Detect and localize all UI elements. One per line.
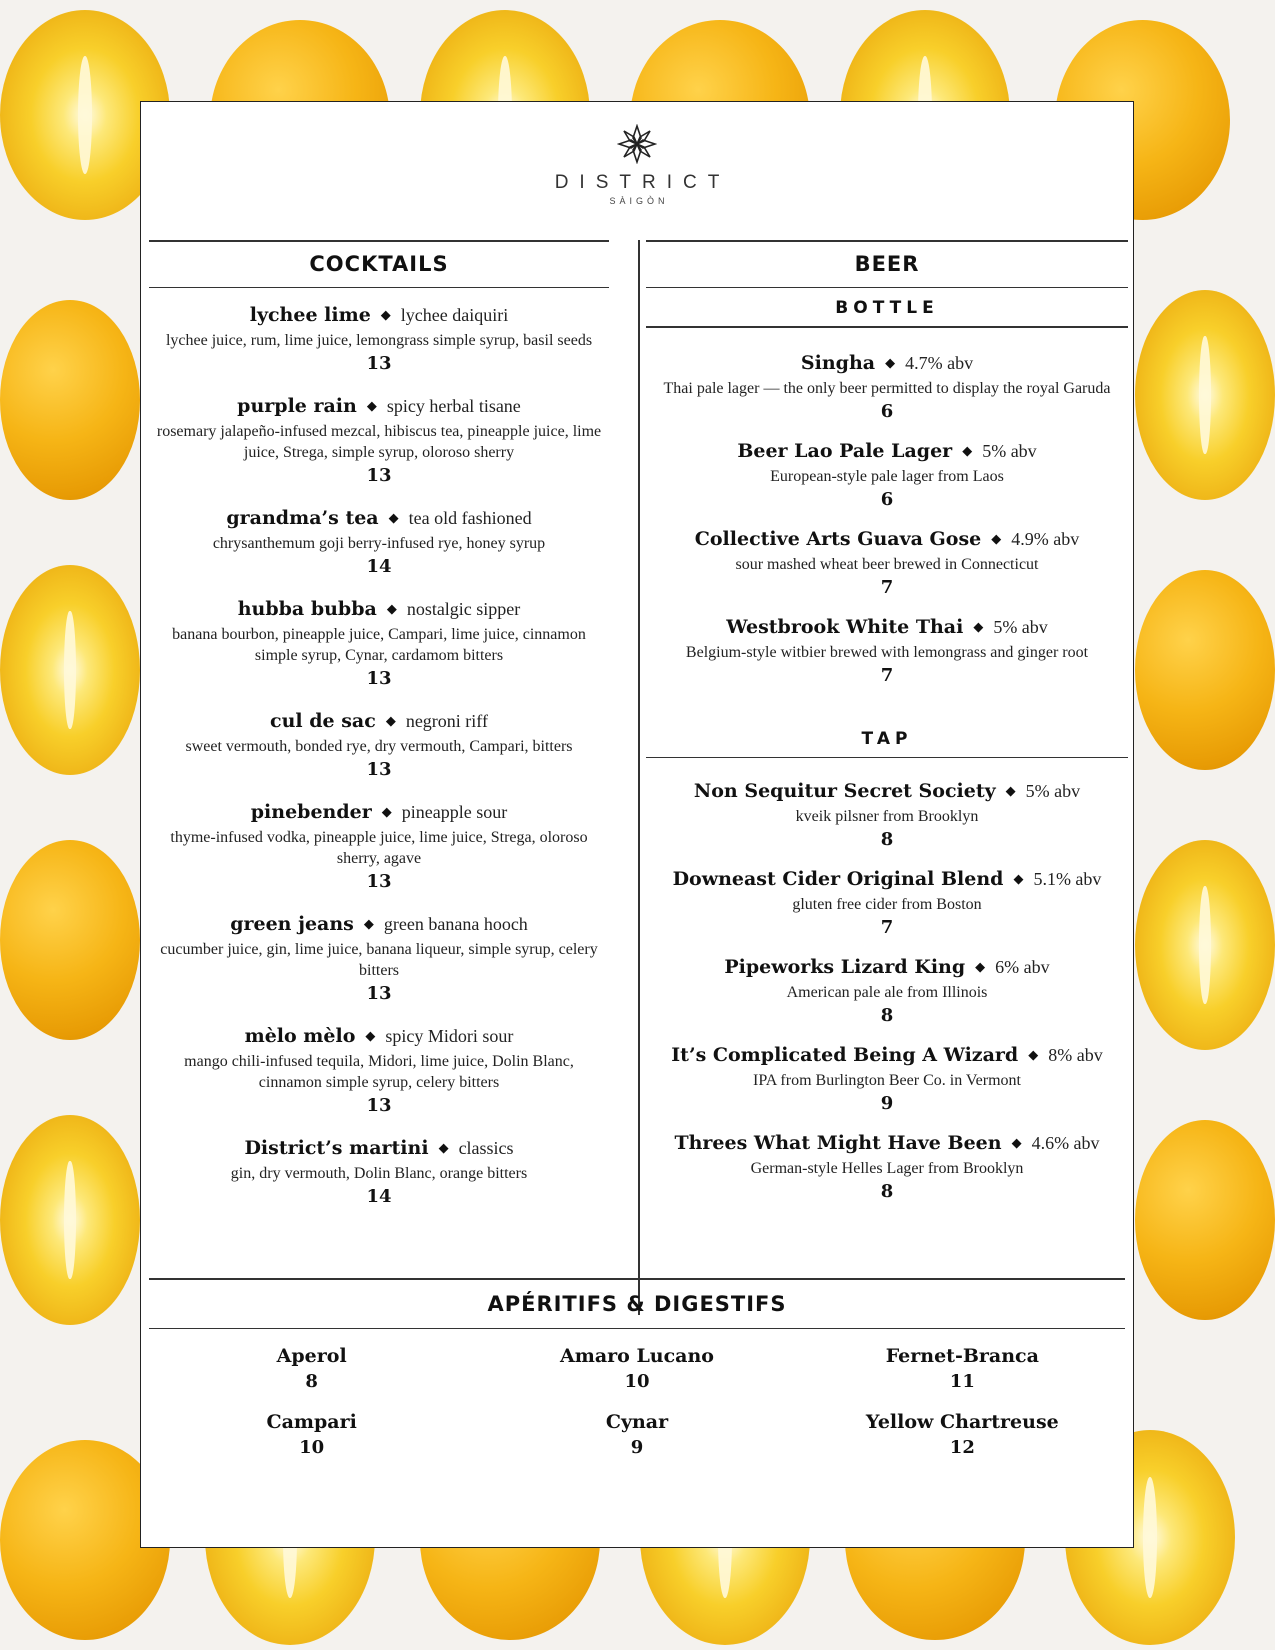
diamond-icon: ◆ xyxy=(962,442,973,458)
beer-item xyxy=(646,1130,1128,1205)
item-name: Threes What Might Have Been xyxy=(674,1132,1002,1154)
item-description: sweet vermouth, bonded rye, dry vermouth, Campari, bitters xyxy=(185,738,573,755)
item-name: It’s Complicated Being A Wizard xyxy=(671,1044,1019,1066)
item-price: 7 xyxy=(880,917,894,938)
diamond-icon: ◆ xyxy=(438,1140,449,1155)
cocktail-item xyxy=(149,393,609,489)
beer-section xyxy=(646,240,1128,1205)
item-price: 9 xyxy=(630,1437,644,1458)
item-price: 13 xyxy=(366,1095,392,1116)
diamond-icon: ◆ xyxy=(885,354,896,370)
aperitif-item xyxy=(474,1409,799,1461)
item-price: 10 xyxy=(299,1437,325,1458)
tap-list xyxy=(646,758,1128,1205)
diamond-icon: ◆ xyxy=(973,618,984,634)
item-price: 10 xyxy=(624,1371,650,1392)
aperitif-item xyxy=(149,1409,474,1461)
item-style: spicy Midori sour xyxy=(385,1026,514,1046)
diamond-icon: ◆ xyxy=(1011,1135,1022,1150)
brand-name: DISTRICT xyxy=(554,172,731,193)
diamond-icon: ◆ xyxy=(388,510,399,525)
item-description: lychee juice, rum, lime juice, lemongrass simple syrup, basil seeds xyxy=(165,332,593,349)
item-price: 14 xyxy=(366,556,392,577)
item-name: pinebender xyxy=(250,801,372,823)
bottle-heading: BOTTLE xyxy=(835,298,939,318)
brand-subtitle: SÀIGÒN xyxy=(609,196,669,206)
item-price: 13 xyxy=(366,871,392,892)
lemon-half-image xyxy=(0,565,140,775)
aperitif-item xyxy=(474,1343,799,1395)
item-name: cul de sac xyxy=(270,710,376,732)
item-description: gluten free cider from Boston xyxy=(792,896,982,913)
aperitifs-section xyxy=(149,1278,1125,1461)
item-abv: 4.7% abv xyxy=(905,352,974,373)
aperitif-item xyxy=(149,1343,474,1395)
cocktail-item xyxy=(149,708,609,783)
tap-heading: TAP xyxy=(861,728,913,749)
bottle-list xyxy=(646,328,1128,689)
item-style: classics xyxy=(458,1138,514,1158)
cocktail-item xyxy=(149,302,609,377)
beer-item xyxy=(646,866,1128,941)
item-name: Beer Lao Pale Lager xyxy=(737,439,953,462)
aperitif-item xyxy=(800,1343,1125,1395)
diamond-icon: ◆ xyxy=(1028,1047,1039,1062)
item-description: banana bourbon, pineapple juice, Campari, lime juice, cinnamon simple syrup, Cynar, cardamom bitters xyxy=(172,626,586,664)
item-price: 13 xyxy=(366,983,392,1004)
item-price: 11 xyxy=(949,1371,975,1392)
item-name: lychee lime xyxy=(249,304,371,326)
item-name: Pipeworks Lizard King xyxy=(724,956,966,978)
item-abv: 5.1% abv xyxy=(1033,869,1102,889)
diamond-icon: ◆ xyxy=(366,398,377,413)
item-price: 12 xyxy=(949,1437,975,1458)
diamond-icon: ◆ xyxy=(386,601,397,616)
item-name: Westbrook White Thai xyxy=(726,615,964,638)
lemon-whole-image xyxy=(0,840,140,1040)
item-description: cucumber juice, gin, lime juice, banana liqueur, simple syrup, celery bitters xyxy=(160,941,598,979)
star-flower-icon xyxy=(617,124,657,164)
cocktails-section xyxy=(149,240,609,1210)
item-abv: 6% abv xyxy=(995,957,1050,977)
item-name: Non Sequitur Secret Society xyxy=(693,780,996,802)
lemon-whole-image xyxy=(0,300,140,500)
item-price: 13 xyxy=(366,465,392,486)
item-price: 13 xyxy=(366,353,392,374)
item-description: IPA from Burlington Beer Co. in Vermont xyxy=(753,1072,1021,1089)
item-style: green banana hooch xyxy=(383,914,528,934)
cocktail-item xyxy=(149,1135,609,1210)
item-name: Fernet-Branca xyxy=(885,1345,1039,1367)
cocktail-item xyxy=(149,1023,609,1119)
diamond-icon: ◆ xyxy=(380,307,391,322)
item-name: Downeast Cider Original Blend xyxy=(672,868,1004,890)
diamond-icon: ◆ xyxy=(1013,871,1024,886)
cocktails-heading: COCKTAILS xyxy=(309,251,449,276)
diamond-icon: ◆ xyxy=(385,713,396,728)
item-style: nostalgic sipper xyxy=(406,599,521,619)
item-name: grandma’s tea xyxy=(226,507,379,529)
item-description: chrysanthemum goji berry-infused rye, honey syrup xyxy=(212,535,546,552)
item-price: 13 xyxy=(366,668,392,689)
item-description: rosemary jalapeño-infused mezcal, hibiscus tea, pineapple juice, lime juice, Strega, simple syrup, oloroso sherry xyxy=(156,423,602,461)
diamond-icon: ◆ xyxy=(381,804,392,819)
beer-item xyxy=(646,350,1128,425)
diamond-icon: ◆ xyxy=(365,1028,376,1043)
logo xyxy=(141,124,1133,206)
item-description: kveik pilsner from Brooklyn xyxy=(795,808,979,825)
item-name: Collective Arts Guava Gose xyxy=(694,527,982,550)
item-name: green jeans xyxy=(230,913,354,935)
item-name: Singha xyxy=(800,351,876,374)
aperitifs-heading: APÉRITIFS & DIGESTIFS xyxy=(487,1291,787,1316)
lemon-whole-image xyxy=(1135,570,1275,770)
item-name: Aperol xyxy=(276,1345,347,1367)
item-description: American pale ale from Illinois xyxy=(786,984,988,1001)
item-price: 8 xyxy=(305,1371,318,1392)
item-price: 6 xyxy=(880,488,894,510)
item-price: 6 xyxy=(880,400,894,422)
item-description: sour mashed wheat beer brewed in Connecticut xyxy=(735,555,1039,573)
cocktail-item xyxy=(149,505,609,580)
item-price: 7 xyxy=(880,664,894,686)
lemon-half-image xyxy=(1135,840,1275,1050)
item-abv: 4.9% abv xyxy=(1011,528,1080,549)
diamond-icon: ◆ xyxy=(991,530,1002,546)
lemon-half-image xyxy=(1135,290,1275,500)
item-price: 8 xyxy=(880,829,894,850)
item-price: 8 xyxy=(880,1181,894,1202)
item-description: German-style Helles Lager from Brooklyn xyxy=(750,1160,1024,1177)
item-style: spicy herbal tisane xyxy=(386,396,521,416)
item-name: Campari xyxy=(266,1411,357,1433)
beer-item xyxy=(646,954,1128,1029)
cocktail-item xyxy=(149,911,609,1007)
item-description: Belgium-style witbier brewed with lemongrass and ginger root xyxy=(685,643,1089,661)
aperitifs-grid xyxy=(149,1329,1125,1461)
item-price: 14 xyxy=(366,1186,392,1207)
item-description: European-style pale lager from Laos xyxy=(770,467,1004,485)
diamond-icon: ◆ xyxy=(363,916,374,931)
item-price: 13 xyxy=(366,759,392,780)
item-description: Thai pale lager — the only beer permitted to display the royal Garuda xyxy=(663,379,1111,397)
item-description: mango chili-infused tequila, Midori, lime juice, Dolin Blanc, cinnamon simple syrup, celery bitters xyxy=(184,1053,574,1091)
item-abv: 4.6% abv xyxy=(1031,1133,1100,1153)
item-style: pineapple sour xyxy=(401,802,508,822)
aperitif-item xyxy=(800,1409,1125,1461)
beer-item xyxy=(646,1042,1128,1117)
item-style: negroni riff xyxy=(405,711,488,731)
item-name: Yellow Chartreuse xyxy=(865,1411,1059,1433)
menu-sheet xyxy=(140,101,1134,1548)
cocktail-list xyxy=(149,288,609,1210)
item-price: 8 xyxy=(880,1005,894,1026)
diamond-icon: ◆ xyxy=(1005,783,1016,798)
beer-item xyxy=(646,526,1128,601)
item-name: Cynar xyxy=(605,1411,669,1433)
lemon-whole-image xyxy=(1135,1120,1275,1320)
cocktail-item xyxy=(149,799,609,895)
cocktail-item xyxy=(149,596,609,692)
item-style: lychee daiquiri xyxy=(400,305,509,325)
lemon-half-image xyxy=(0,1115,140,1325)
item-name: District’s martini xyxy=(244,1137,429,1159)
item-abv: 8% abv xyxy=(1048,1045,1103,1065)
item-abv: 5% abv xyxy=(993,616,1048,637)
column-divider xyxy=(638,240,640,1315)
beer-item xyxy=(646,614,1128,689)
item-abv: 5% abv xyxy=(982,440,1037,461)
item-abv: 5% abv xyxy=(1025,781,1081,801)
beer-item xyxy=(646,438,1128,513)
beer-item xyxy=(646,778,1128,853)
item-name: purple rain xyxy=(237,395,357,417)
diamond-icon: ◆ xyxy=(975,959,986,974)
item-name: hubba bubba xyxy=(237,598,377,620)
item-name: mèlo mèlo xyxy=(244,1025,356,1047)
item-description: thyme-infused vodka, pineapple juice, lime juice, Strega, oloroso sherry, agave xyxy=(170,829,588,867)
item-price: 9 xyxy=(880,1093,894,1114)
item-name: Amaro Lucano xyxy=(559,1345,714,1367)
beer-heading: BEER xyxy=(854,251,920,276)
item-style: tea old fashioned xyxy=(408,508,532,528)
item-description: gin, dry vermouth, Dolin Blanc, orange bitters xyxy=(230,1165,528,1182)
item-price: 7 xyxy=(880,576,894,598)
